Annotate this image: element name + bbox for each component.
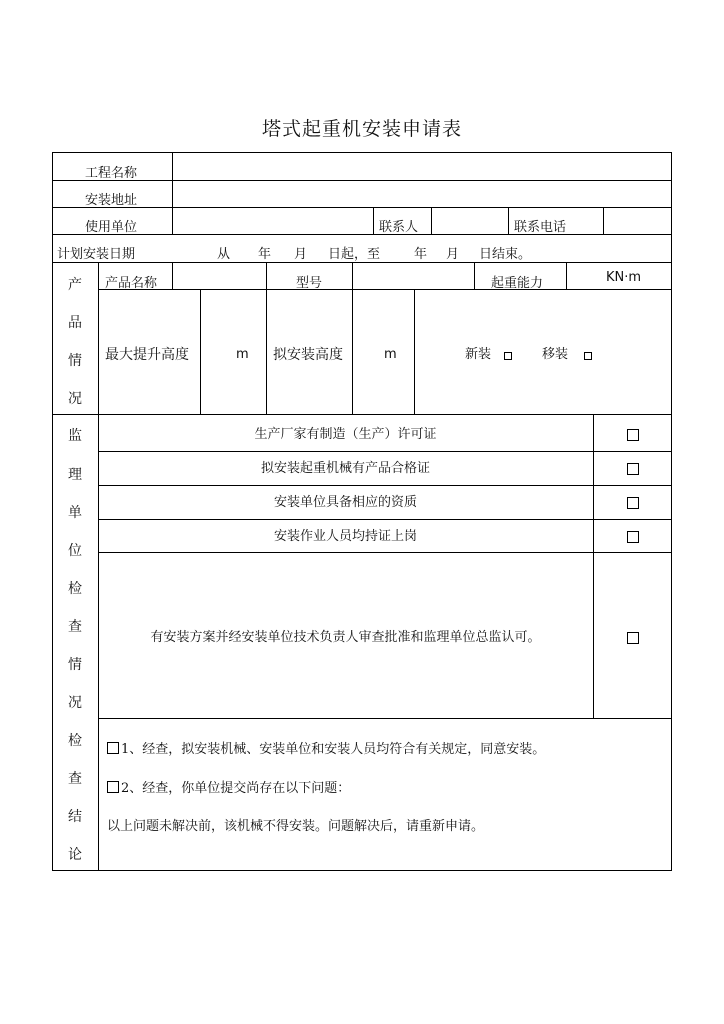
supervision-side-char: 理 [68,467,82,483]
col-divider [352,262,353,290]
check-item-checkbox[interactable] [627,632,639,644]
row-divider [52,234,672,235]
row-divider [98,289,672,290]
row-divider [98,485,672,486]
supervision-side-char: 况 [68,695,82,711]
table-border-bottom [52,870,672,871]
date-from: 从 [217,247,231,262]
capacity-unit: KN·m [606,270,642,285]
date-month-2: 月 [446,247,460,262]
supervision-side-char: 监 [68,428,82,444]
col-divider [98,262,99,871]
row-divider [52,180,672,181]
supervision-side-char: 情 [68,657,82,673]
col-divider [603,207,604,235]
date-year-1: 年 [258,247,272,262]
conclusion-side-char: 论 [68,847,82,863]
table-border-top [52,152,672,153]
col-divider [431,207,432,235]
col-divider [508,207,509,235]
col-divider [266,262,267,290]
conclusion-side-char: 查 [68,771,82,787]
max-height-label: 最大提升高度 [105,347,189,363]
product-name-label: 产品名称 [105,276,158,291]
product-side-char: 品 [68,315,82,331]
table-border-left [52,152,53,871]
col-divider [172,262,173,290]
check-item: 拟安装起重机械有产品合格证 [260,461,430,476]
supervision-side-char: 查 [68,619,82,635]
plan-height-label: 拟安装高度 [273,347,343,363]
check-item-checkbox[interactable] [627,531,639,543]
date-day-start: 日起，至 [328,247,381,262]
new-install-label: 新装 [465,347,492,362]
check-item: 安装作业人员均持证上岗 [273,529,417,544]
conclusion-option-2-checkbox[interactable] [107,781,119,793]
check-item: 生产厂家有制造（生产）许可证 [254,427,437,442]
col-divider [373,207,374,235]
check-item: 安装单位具备相应的资质 [273,495,417,510]
product-side-char: 情 [68,353,82,369]
date-month-1: 月 [294,247,308,262]
model-label: 型号 [296,276,323,291]
col-divider [352,289,353,415]
supervision-side-char: 检 [68,581,82,597]
conclusion-option-1[interactable] [107,742,545,758]
move-install-checkbox[interactable] [584,352,592,360]
conclusion-option-2[interactable] [107,781,350,797]
row-divider [98,718,672,719]
col-divider [474,262,475,290]
row-divider [98,451,672,452]
contact-phone-label: 联系电话 [514,220,567,235]
conclusion-side-char: 检 [68,733,82,749]
max-height-unit: m [236,347,249,362]
col-divider [593,414,594,719]
product-side-char: 况 [68,391,82,407]
supervision-side-char: 单 [68,505,82,521]
supervision-side-char: 位 [68,543,82,559]
conclusion-option-1-text: 1、经查，拟安装机械、安装单位和安装人员均符合有关规定，同意安装。 [121,742,546,757]
date-year-2: 年 [414,247,428,262]
col-divider [200,289,201,415]
conclusion-note: 以上问题未解决前，该机械不得安装。问题解决后，请重新申请。 [107,819,485,834]
conclusion-side-char: 结 [68,809,82,825]
page-title: 塔式起重机安装申请表 [261,118,462,140]
project-name-label: 工程名称 [85,166,138,181]
new-install-checkbox[interactable] [504,352,512,360]
row-divider [98,519,672,520]
col-divider [266,289,267,415]
row-divider [98,552,672,553]
row-divider [52,207,672,208]
col-divider [172,152,173,235]
capacity-label: 起重能力 [491,276,544,291]
conclusion-option-2-text: 2、经查，你单位提交尚存在以下问题： [121,781,351,796]
col-divider [566,262,567,290]
user-unit-label: 使用单位 [85,220,138,235]
contact-person-label: 联系人 [379,220,419,235]
check-item-checkbox[interactable] [627,497,639,509]
product-side-char: 产 [68,277,82,293]
install-address-label: 安装地址 [85,193,138,208]
plan-date-label: 计划安装日期 [57,247,136,262]
row-divider [52,414,672,415]
check-item-checkbox[interactable] [627,429,639,441]
conclusion-option-1-checkbox[interactable] [107,742,119,754]
move-install-label: 移装 [542,347,569,362]
date-day-end: 日结束。 [479,247,532,262]
table-border-right [671,152,672,871]
col-divider [414,289,415,415]
check-item-checkbox[interactable] [627,463,639,475]
check-item: 有安装方案并经安装单位技术负责人审查批准和监理单位总监认可。 [150,630,541,645]
plan-height-unit: m [384,347,397,362]
